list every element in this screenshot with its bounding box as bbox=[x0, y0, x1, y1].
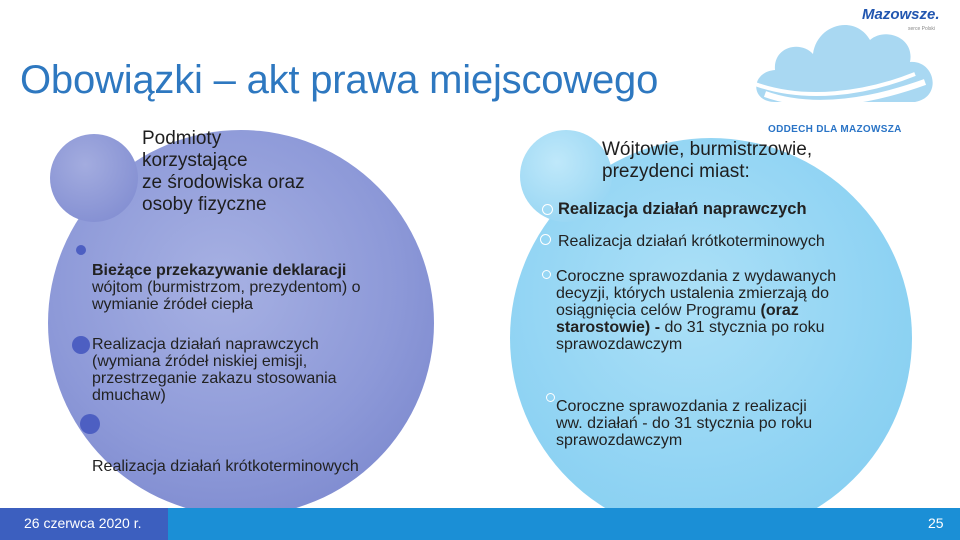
left-heading-line: korzystające bbox=[142, 150, 248, 171]
left-item-line: przestrzeganie zakazu stosowania bbox=[92, 370, 337, 387]
right-item-2 bbox=[558, 233, 825, 250]
left-heading bbox=[142, 128, 305, 216]
left-item-2 bbox=[92, 336, 337, 404]
left-item-line: wójtom (burmistrzom, prezydentom) o bbox=[92, 279, 361, 296]
right-item-line: Coroczne sprawozdania z wydawanych bbox=[556, 268, 837, 285]
right-item-4 bbox=[556, 398, 812, 449]
right-item-line: sprawozdawczym bbox=[556, 336, 683, 353]
right-heading bbox=[602, 139, 812, 183]
bullet-ring bbox=[540, 234, 551, 245]
right-item-line: decyzji, których ustalenia zmierzają do bbox=[556, 285, 830, 302]
left-small-circle bbox=[50, 134, 138, 222]
left-item-line: wymianie źródeł ciepła bbox=[92, 296, 253, 313]
footer-date: 26 czerwca 2020 r. bbox=[24, 515, 142, 531]
left-item-line: dmuchaw) bbox=[92, 387, 166, 404]
right-item-3 bbox=[556, 268, 836, 353]
bullet-ring bbox=[546, 393, 555, 402]
right-item-line: sprawozdawczym bbox=[556, 432, 683, 449]
right-item-text: Realizacja działań krótkoterminowych bbox=[558, 233, 825, 250]
bullet-ring bbox=[542, 204, 553, 215]
bullet-dot bbox=[76, 245, 86, 255]
page-number: 25 bbox=[928, 515, 944, 531]
right-heading-line: prezydenci miast: bbox=[602, 161, 750, 182]
bullet-ring bbox=[542, 270, 551, 279]
left-heading-line: Podmioty bbox=[142, 128, 222, 149]
right-item-line: do 31 stycznia po roku bbox=[660, 319, 825, 336]
right-item-line: Coroczne sprawozdania z realizacji bbox=[556, 398, 807, 415]
brand-logo: Mazowsze. bbox=[862, 6, 940, 23]
right-item-1 bbox=[558, 201, 807, 218]
right-item-line: ww. działań - do 31 stycznia po roku bbox=[556, 415, 813, 432]
right-heading-line: Wójtowie, burmistrzowie, bbox=[602, 139, 813, 160]
left-item-line: Realizacja działań krótkoterminowych bbox=[92, 458, 359, 475]
right-item-text: Realizacja działań naprawczych bbox=[558, 200, 807, 218]
left-heading-line: ze środowiska oraz bbox=[142, 172, 305, 193]
left-item-3 bbox=[92, 458, 359, 475]
left-item-1 bbox=[92, 262, 361, 313]
right-item-line: osiągnięcia celów Programu bbox=[556, 302, 761, 319]
cloud-caption: ODDECH DLA MAZOWSZA bbox=[768, 124, 902, 135]
left-item-line: (wymiana źródeł niskiej emisji, bbox=[92, 353, 308, 370]
left-heading-line: osoby fizyczne bbox=[142, 194, 267, 215]
right-item-bold: (oraz bbox=[760, 302, 799, 319]
left-item-1-bold: Bieżące przekazywanie deklaracji bbox=[92, 262, 347, 279]
bullet-dot bbox=[72, 336, 90, 354]
left-item-line: Realizacja działań naprawczych bbox=[92, 336, 319, 353]
bullet-dot bbox=[80, 414, 100, 434]
slide-title: Obowiązki – akt prawa miejscowego bbox=[20, 58, 659, 102]
brand-tagline: serce Polski bbox=[908, 26, 935, 32]
right-item-bold: starostowie) - bbox=[556, 319, 661, 336]
